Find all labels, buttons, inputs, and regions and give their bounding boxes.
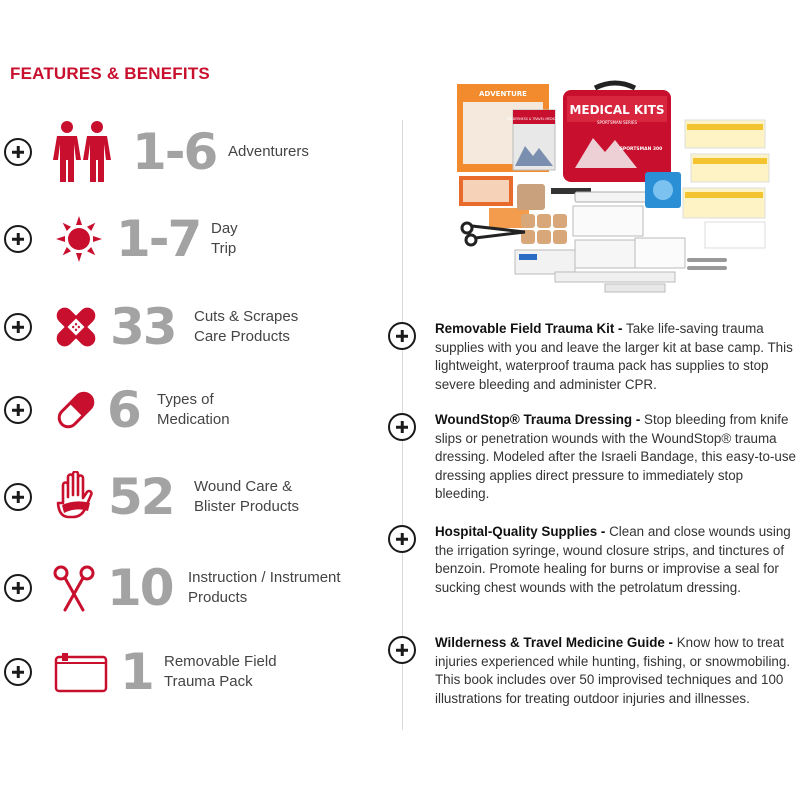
feature-adventurers — [0, 117, 400, 187]
feature-label: Types of Medication — [157, 391, 230, 428]
expand-plus-icon[interactable] — [4, 574, 32, 602]
kit-title: MEDICAL KITS — [569, 103, 665, 117]
benefit-text: Hospital-Quality Supplies - Clean and close wounds using the irrigation syringe, wound closure strips, and tinctures of benzoin. Promote healing for burns or improvise a seal for sucking chest wounds with the petrolatum dressing. — [435, 524, 791, 595]
book-title: WILDERNESS & TRAVEL MEDICINE — [506, 117, 562, 121]
feature-number: 6 — [107, 381, 140, 439]
expand-plus-icon[interactable] — [4, 396, 32, 424]
feature-number: 1 — [120, 643, 153, 701]
pill-icon — [54, 388, 98, 432]
feature-wound-care — [0, 462, 400, 532]
expand-plus-icon[interactable] — [4, 138, 32, 166]
expand-plus-icon[interactable] — [4, 225, 32, 253]
feature-number: 33 — [110, 298, 176, 356]
feature-label: Wound Care & Blister Products — [194, 478, 300, 515]
kit-series: SPORTSMAN SERIES — [596, 120, 638, 125]
expand-plus-icon[interactable] — [388, 413, 416, 441]
feature-number: 10 — [107, 559, 173, 617]
scissors-icon — [52, 564, 96, 612]
feature-number: 52 — [108, 468, 174, 526]
bandage-icon — [54, 305, 98, 349]
feature-number: 1-7 — [116, 210, 201, 268]
benefit-text: Removable Field Trauma Kit - Take life-saving trauma supplies with you and leave the larger kit at base camp. This lightweight, waterproof trauma pack has supplies to stop severe bleeding and administer CPR. — [435, 321, 793, 392]
feature-label: Day Trip — [211, 220, 238, 257]
section-heading: FEATURES & BENEFITS — [10, 64, 210, 83]
medicine-book — [507, 110, 561, 170]
feature-day-trip — [0, 204, 400, 274]
benefit-text: Wilderness & Travel Medicine Guide - Know how to treat injuries experienced while hunting, fishing, or snowmobiling. This book includes over 50 improvised techniques and 100 illustrations for treating outdoor injuries and illnesses. — [435, 635, 791, 706]
pouch-icon — [54, 651, 108, 693]
feature-label: Instruction / Instrument Products — [188, 569, 341, 606]
product-image — [455, 80, 775, 295]
expand-plus-icon[interactable] — [4, 658, 32, 686]
kit-model: SPORTSMAN 300 — [619, 147, 663, 152]
medical-kit-bag — [563, 83, 671, 182]
benefit-text: WoundStop® Trauma Dressing - Stop bleeding from knife slips or penetration wounds with the WoundStop® trauma dressing. Modeled after the Israeli Bandage, this easy-to-use dressing applies direct pressure to immediately stop bleeding. — [435, 412, 797, 501]
two-people-icon — [52, 120, 114, 184]
feature-label: Adventurers — [228, 143, 309, 160]
feature-cuts-scrapes — [0, 292, 400, 362]
expand-plus-icon[interactable] — [388, 636, 416, 664]
expand-plus-icon[interactable] — [388, 525, 416, 553]
expand-plus-icon[interactable] — [4, 313, 32, 341]
wrapper-label: ADVENTURE — [479, 90, 527, 98]
bandaged-hand-icon — [55, 471, 95, 523]
feature-instruments — [0, 553, 400, 623]
feature-number: 1-6 — [132, 123, 217, 181]
feature-medication — [0, 375, 400, 445]
expand-plus-icon[interactable] — [4, 483, 32, 511]
feature-label: Cuts & Scrapes Care Products — [194, 308, 299, 345]
feature-label: Removable Field Trauma Pack — [164, 653, 277, 690]
yellow-packets — [683, 120, 769, 248]
feature-trauma-pack — [0, 637, 400, 707]
expand-plus-icon[interactable] — [388, 322, 416, 350]
sun-icon — [56, 216, 102, 262]
